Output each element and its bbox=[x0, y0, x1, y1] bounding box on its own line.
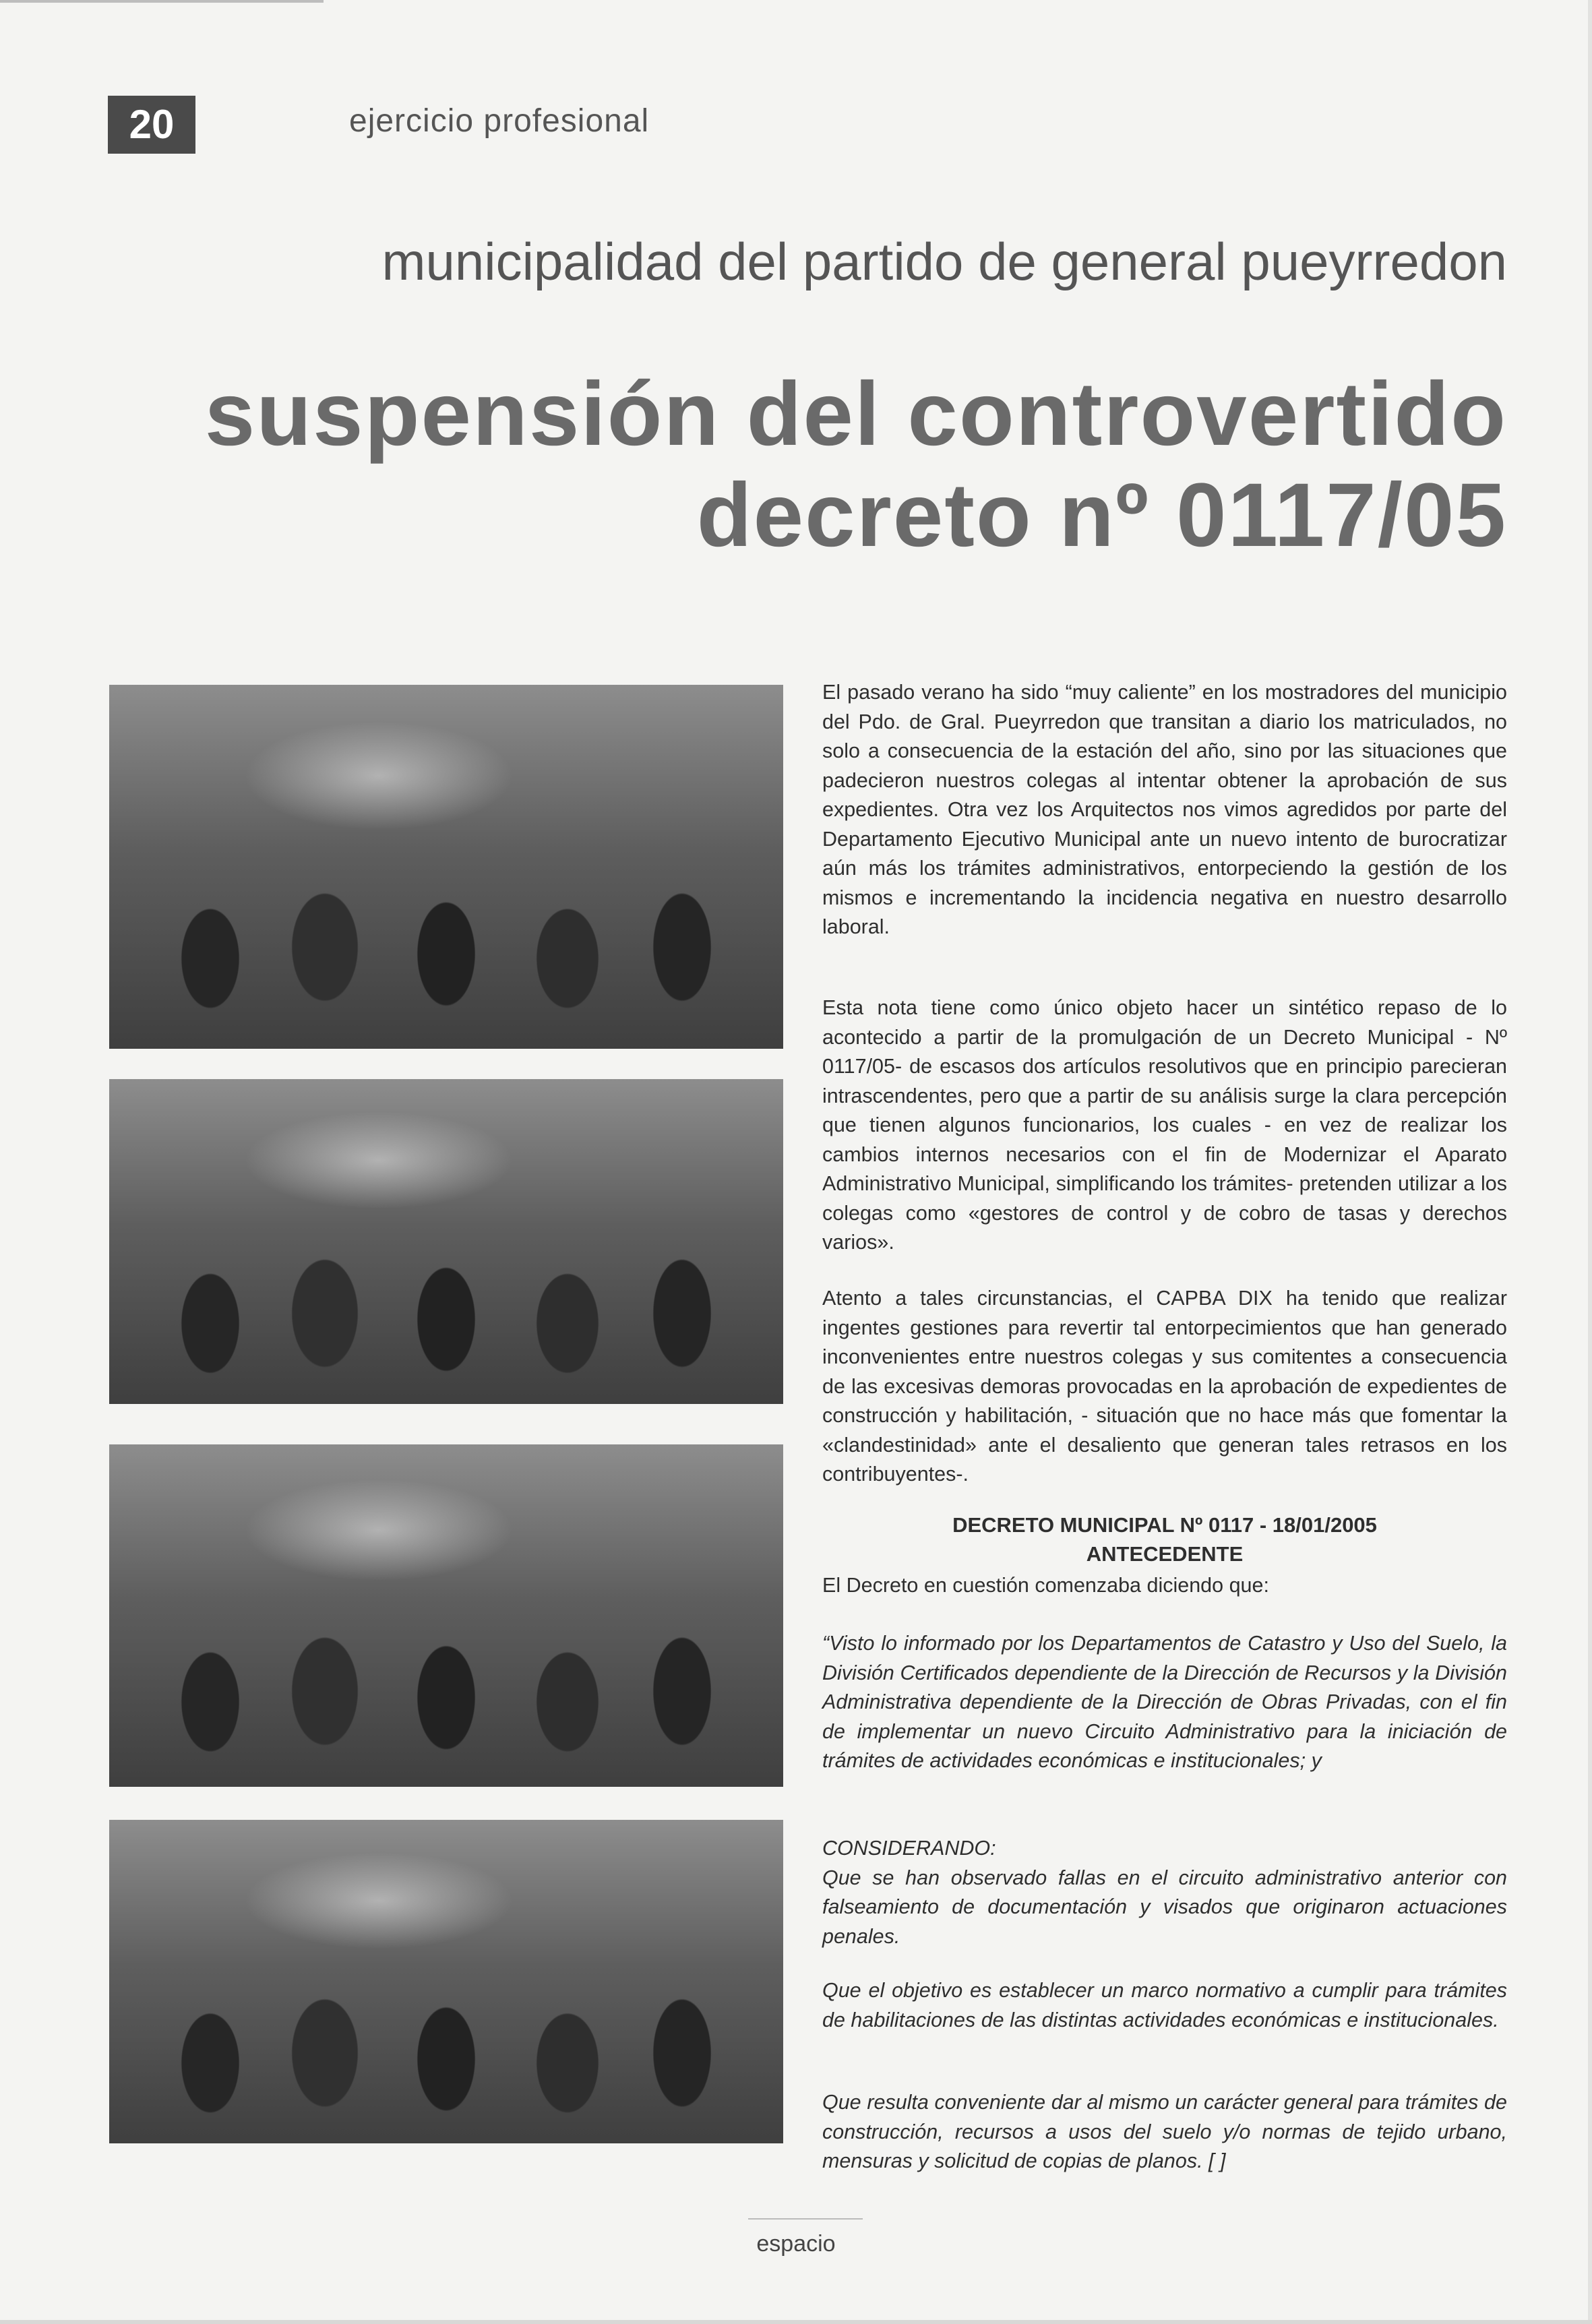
body-paragraph-1: El pasado verano ha sido “muy caliente” en los mostradores del municipio del Pdo. de Gral. Pueyrredon que transitan a diario los matriculados, no solo a consecuencia de la estación del año, sino por las situaciones que padecieron nuestros colegas al intentar obtener la aprobación de sus expedientes. Otra vez los Arquitectos nos vimos agredidos por parte del Departamento Ejecutivo Municipal ante un nuevo intento de burocratizar aún más los trámites administrativos, entorpeciendo la gestión de los mismos e incrementando la incidencia negativa en nuestro desarrollo laboral. bbox=[822, 681, 1507, 938]
page-top-edge bbox=[0, 0, 324, 3]
section-label: ejercicio profesional bbox=[349, 103, 650, 139]
photo-service-counter bbox=[109, 1820, 783, 2143]
decree-subtitle: ANTECEDENTE bbox=[1086, 1542, 1244, 1566]
decree-quote-visto: “Visto lo informado por los Departamentos de Catastro y Uso del Suelo, la División Certificados dependiente de la Dirección de Recursos y la División Administrativa dependiente de la Dirección de Obras Privadas, con el fin de implementar un nuevo Circuito Administrativo para la iniciación de trámites de actividades económicas e institucionales; y bbox=[822, 1632, 1507, 1772]
decree-intro: El Decreto en cuestión comenzaba diciendo que: bbox=[822, 1574, 1269, 1597]
decree-quote-objetivo: Que el objetivo es establecer un marco normativo a cumplir para trámites de habilitaciones de las distintas actividades económicas e institucionales. bbox=[822, 1979, 1507, 2031]
photo-lobby-people bbox=[109, 1444, 783, 1787]
body-paragraph-2: Esta nota tiene como único objeto hacer un sintético repaso de lo acontecido a partir de la promulgación de un Decreto Municipal - Nº 0117/05- de escasos dos artículos resolutivos que en principio parecieran intrascendentes, pero que a partir de su análisis surge la clara percepción que tienen algunos funcionarios, los cuales - en vez de realizar los cambios internos necesarios con el fin de Modernizar el Aparato Administrativo Municipal, simplificando los trámites- pretenden utilizar a los colegas como «gestores de control y de cobro de tasas y derechos varios». bbox=[822, 996, 1507, 1254]
considerando-label: CONSIDERANDO: bbox=[822, 1837, 996, 1860]
decree-title: DECRETO MUNICIPAL Nº 0117 - 18/01/2005 bbox=[952, 1513, 1377, 1537]
decree-quote-fallas: Que se han observado fallas en el circuito administrativo anterior con falseamiento de documentación y visados que originaron actuaciones penales. bbox=[822, 1866, 1507, 1948]
headline-line-2: decreto nº 0117/05 bbox=[696, 465, 1507, 565]
footer-magazine-name: espacio bbox=[756, 2231, 836, 2257]
decree-considerando bbox=[822, 1834, 1507, 1951]
footer-rule bbox=[748, 2218, 863, 2220]
decree-quote-caracter: Que resulta conveniente dar al mismo un carácter general para trámites de construcción, recursos a usos del suelo y/o normas de tejido urbano, mensuras y solicitud de copias de planos. [ ] bbox=[822, 2091, 1507, 2172]
decree-heading bbox=[822, 1510, 1507, 1568]
page-bottom-edge bbox=[0, 2320, 1592, 2324]
page-right-edge bbox=[1588, 0, 1592, 2324]
headline-line-1: suspensión del controvertido bbox=[204, 364, 1507, 464]
photo-hallway-queue bbox=[109, 1079, 783, 1404]
body-paragraph-3: Atento a tales circunstancias, el CAPBA DIX ha tenido que realizar ingentes gestiones para revertir tal entorpecimientos que han generado inconvenientes entre nuestros colegas y sus comitentes a consecuencia de las excesivas demoras provocadas en la aprobación de expedientes de construcción y habilitación, - situación que no hace más que fomentar la «clandestinidad» ante el desaliento que generan tales retrasos en los contribuyentes-. bbox=[822, 1287, 1507, 1486]
photo-crowd-counter bbox=[109, 685, 783, 1049]
page-number: 20 bbox=[108, 96, 195, 154]
article-subtitle: municipalidad del partido de general pueyrredon bbox=[381, 232, 1507, 291]
article-headline bbox=[205, 364, 1507, 566]
